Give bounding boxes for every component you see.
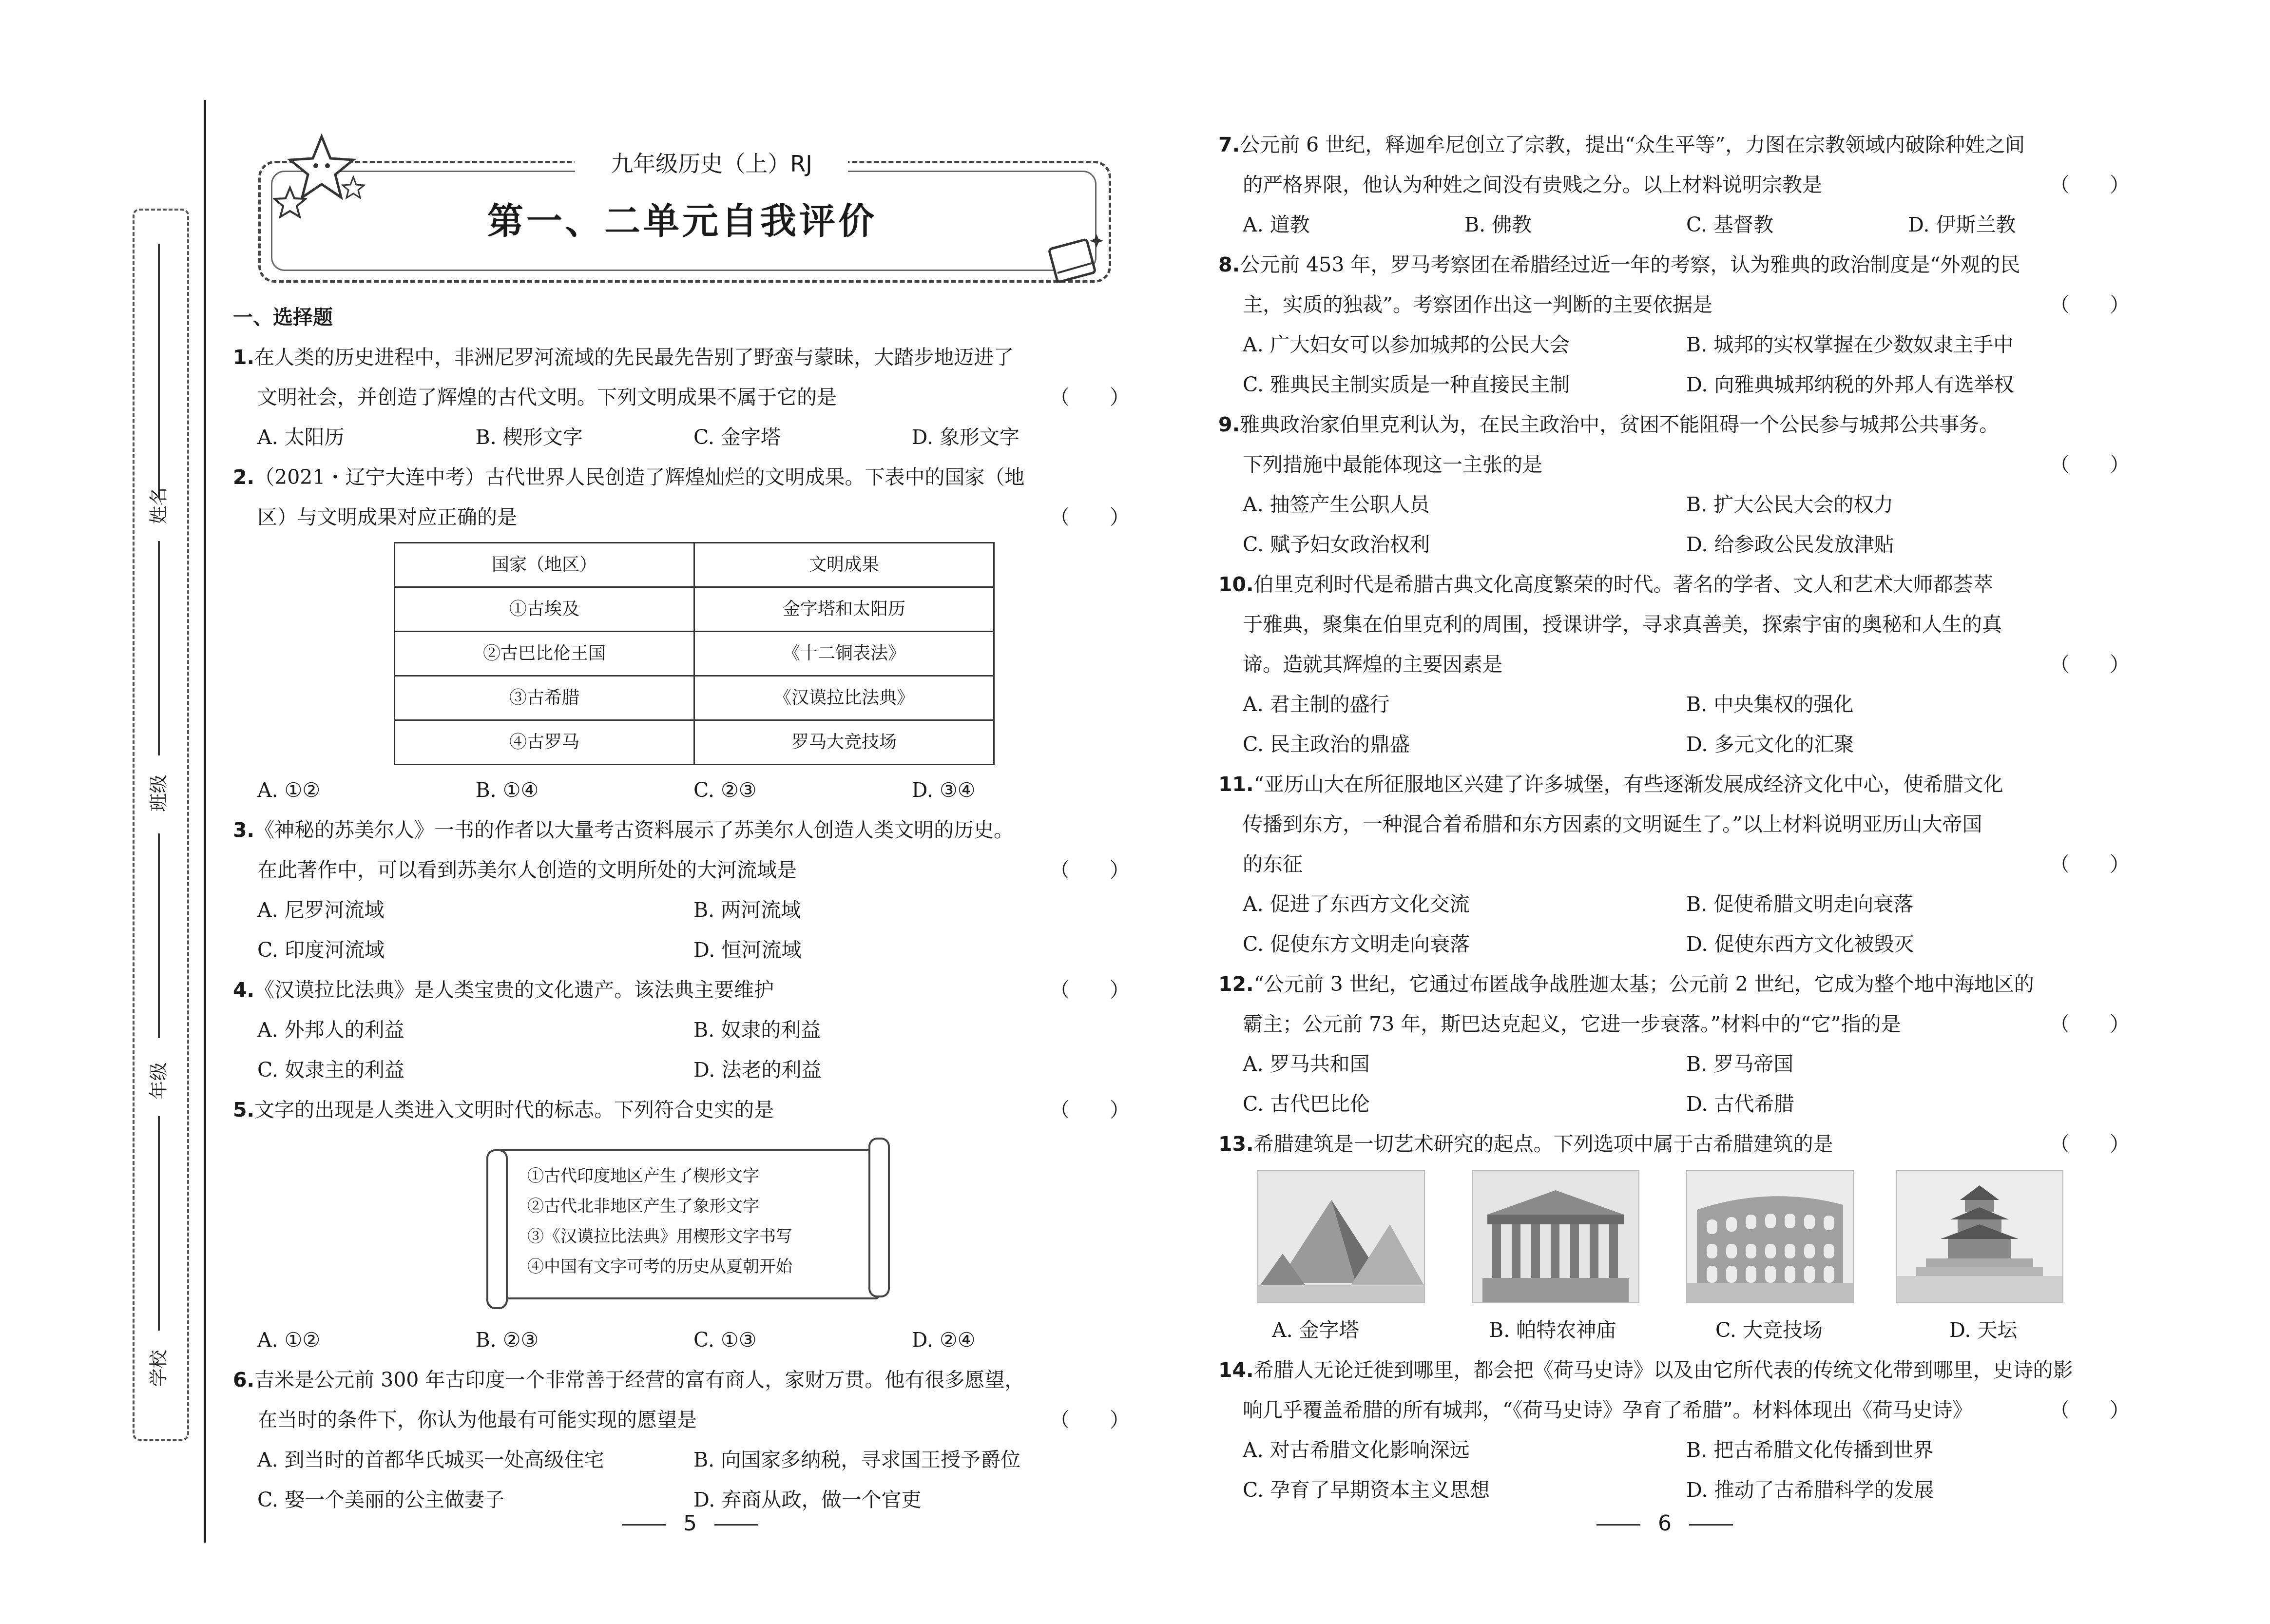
answer-bracket[interactable]: （ ）	[2050, 1398, 2130, 1422]
option-d[interactable]: D. 古代希腊	[1686, 1092, 1794, 1116]
question-11	[1218, 764, 2130, 964]
answer-bracket[interactable]: （ ）	[2050, 1132, 2130, 1156]
option-c[interactable]: C. 基督教	[1686, 213, 1773, 236]
option-a[interactable]: A. 对古希腊文化影响深远	[1243, 1438, 1470, 1462]
question-text: 霸主；公元前 73 年，斯巴达克起义，它进一步衰落。”材料中的“它”指的是	[1243, 1012, 1901, 1036]
table-cell: 《汉谟拉比法典》	[694, 676, 994, 720]
right-column	[1218, 125, 2130, 1510]
question-number: 7.	[1218, 133, 1240, 156]
option-d[interactable]: D. 法老的利益	[693, 1058, 822, 1082]
page-number-left: 5	[604, 1511, 776, 1536]
table-header: 文明成果	[694, 543, 994, 587]
name-blank-line	[158, 244, 160, 497]
question-text: 区）与文明成果对应正确的是	[257, 505, 517, 529]
name-label: 姓名	[148, 487, 170, 524]
question-5	[233, 1090, 1130, 1360]
option-c[interactable]: C. 古代巴比伦	[1243, 1092, 1370, 1116]
school-blank-line	[158, 1116, 160, 1331]
option-a[interactable]: A. 道教	[1243, 213, 1310, 236]
question-text: 于雅典，聚集在伯里克利的周围，授课讲学，寻求真善美，探索宇宙的奥秘和人生的真	[1243, 613, 2002, 636]
option-d[interactable]: D. ②④	[911, 1328, 976, 1352]
option-a[interactable]: A. 广大妇女可以参加城邦的公民大会	[1243, 333, 1570, 356]
question-text: “亚历山大在所征服地区兴建了许多城堡，有些逐渐发展成经济文化中心，使希腊文化	[1253, 773, 2003, 796]
option-a[interactable]: A. 到当时的首都华氏城买一处高级住宅	[257, 1448, 604, 1471]
grade-label: 年级	[148, 1062, 170, 1100]
grade-blank-line	[158, 833, 160, 1038]
table-header: 国家（地区）	[395, 543, 694, 587]
option-a[interactable]: A. 君主制的盛行	[1243, 693, 1390, 716]
question-number: 12.	[1218, 972, 1254, 996]
table-cell: ②古巴比伦王国	[395, 632, 694, 676]
option-c[interactable]: C. ①③	[693, 1328, 757, 1352]
option-d[interactable]: D. 天坛	[1949, 1318, 2018, 1342]
question-text: 在人类的历史进程中，非洲尼罗河流域的先民最先告别了野蛮与蒙昧，大踏步地迈进了	[254, 346, 1014, 369]
question-text: 的东征	[1243, 852, 1303, 876]
option-b[interactable]: B. 两河流域	[693, 898, 801, 922]
page-number-right: 6	[1579, 1511, 1751, 1536]
option-c[interactable]: C. 促使东方文明走向衰落	[1243, 932, 1470, 956]
answer-bracket[interactable]: （ ）	[1050, 505, 1130, 529]
question-text: “公元前 3 世纪，它通过布匿战争战胜迦太基；公元前 2 世纪，它成为整个地中海地区的	[1253, 972, 2034, 996]
option-d[interactable]: D. 向雅典城邦纳税的外邦人有选举权	[1686, 373, 2014, 396]
scroll-item: ②古代北非地区产生了象形文字	[527, 1197, 759, 1216]
table-cell: 金字塔和太阳历	[694, 587, 994, 632]
table-cell: ①古埃及	[395, 587, 694, 632]
option-c[interactable]: C. 赋予妇女政治权利	[1243, 533, 1430, 556]
question-9	[1218, 405, 2130, 564]
option-a[interactable]: A. 尼罗河流域	[257, 898, 385, 922]
option-b[interactable]: B. 促使希腊文明走向衰落	[1686, 892, 1914, 916]
question-text: 在此著作中，可以看到苏美尔人创造的文明所处的大河流域是	[257, 858, 797, 882]
answer-bracket[interactable]: （ ）	[2050, 453, 2130, 476]
option-c[interactable]: C. 印度河流域	[257, 938, 385, 962]
question-text: 《汉谟拉比法典》是人类宝贵的文化遗产。该法典主要维护	[254, 978, 774, 1002]
question-text: 谛。造就其辉煌的主要因素是	[1243, 653, 1502, 676]
option-c[interactable]: C. ②③	[693, 778, 757, 802]
question-text: 响几乎覆盖希腊的所有城邦，“《荷马史诗》孕育了希腊”。材料体现出《荷马史诗》	[1243, 1398, 1973, 1422]
tiny-star-icon	[341, 175, 366, 200]
question-number: 10.	[1218, 573, 1254, 596]
civilization-table	[394, 542, 995, 765]
option-b[interactable]: B. 扩大公民大会的权力	[1686, 493, 1894, 516]
option-c[interactable]: C. 娶一个美丽的公主做妻子	[257, 1488, 504, 1511]
margin-rule	[204, 100, 206, 1543]
answer-bracket[interactable]: （ ）	[1050, 1408, 1130, 1431]
option-b[interactable]: B. 楔形文字	[475, 425, 583, 449]
option-b[interactable]: B. 帕特农神庙	[1489, 1318, 1616, 1342]
question-7	[1218, 125, 2130, 245]
option-b[interactable]: B. 把古希腊文化传播到世界	[1686, 1438, 1934, 1462]
class-label: 班级	[148, 774, 170, 812]
option-d[interactable]: D. ③④	[911, 778, 976, 802]
option-c[interactable]: C. 奴隶主的利益	[257, 1058, 404, 1082]
option-a[interactable]: A. ①②	[257, 778, 321, 802]
scroll-item: ④中国有文字可考的历史从夏朝开始	[527, 1257, 792, 1276]
question-6	[233, 1360, 1130, 1520]
answer-bracket[interactable]: （ ）	[1050, 978, 1130, 1002]
question-text: 雅典政治家伯里克利认为，在民主政治中，贫困不能阻碍一个公民参与城邦公共事务。	[1240, 413, 2000, 436]
binding-strip	[133, 209, 189, 1441]
option-b[interactable]: B. 佛教	[1464, 213, 1532, 236]
answer-bracket[interactable]: （ ）	[1050, 858, 1130, 882]
question-text: 希腊建筑是一切艺术研究的起点。下列选项中属于古希腊建筑的是	[1253, 1132, 1833, 1156]
question-1	[233, 337, 1130, 457]
temple-of-heaven-image[interactable]	[1896, 1170, 2063, 1303]
question-text: 伯里克利时代是希腊古典文化高度繁荣的时代。著名的学者、文人和艺术大师都荟萃	[1253, 573, 1993, 596]
left-column	[233, 297, 1130, 1520]
option-d[interactable]: D. 象形文字	[911, 425, 1020, 449]
small-star-icon	[273, 185, 307, 219]
option-a[interactable]: A. 罗马共和国	[1243, 1052, 1370, 1076]
scroll-item: ③《汉谟拉比法典》用楔形文字书写	[527, 1227, 792, 1246]
question-number: 2.	[233, 465, 255, 489]
option-b[interactable]: B. ②③	[475, 1328, 539, 1352]
section-title: 一、选择题	[233, 306, 333, 329]
question-text: 下列措施中最能体现这一主张的是	[1243, 453, 1542, 476]
answer-bracket[interactable]: （ ）	[2050, 653, 2130, 676]
school-label: 学校	[148, 1350, 170, 1387]
table-cell: ④古罗马	[395, 720, 694, 765]
question-text: 吉米是公元前 300 年古印度一个非常善于经营的富有商人，家财万贯。他有很多愿望，	[254, 1368, 1025, 1392]
question-text: 希腊人无论迁徙到哪里，都会把《荷马史诗》以及由它所代表的传统文化带到哪里，史诗的影	[1253, 1358, 2073, 1382]
option-b[interactable]: B. 罗马帝国	[1686, 1052, 1794, 1076]
option-c[interactable]: C. 金字塔	[693, 425, 781, 449]
table-cell: ③古希腊	[395, 676, 694, 720]
question-text: 主，实质的独裁”。考察团作出这一判断的主要依据是	[1243, 293, 1712, 316]
question-14	[1218, 1350, 2130, 1510]
question-4	[233, 970, 1130, 1090]
option-a[interactable]: A. ①②	[257, 1328, 321, 1352]
option-c[interactable]: C. 雅典民主制实质是一种直接民主制	[1243, 373, 1570, 396]
answer-bracket[interactable]: （ ）	[2050, 293, 2130, 316]
question-text: （2021・辽宁大连中考）古代世界人民创造了辉煌灿烂的文明成果。下表中的国家（地	[254, 465, 1025, 489]
question-number: 8.	[1218, 253, 1240, 276]
table-cell: 罗马大竞技场	[694, 720, 994, 765]
question-text: 传播到东方，一种混合着希腊和东方因素的文明诞生了。”以上材料说明亚历山大帝国	[1243, 812, 1982, 836]
question-2	[233, 457, 1130, 810]
question-text: 公元前 453 年，罗马考察团在希腊经过近一年的考察，认为雅典的政治制度是“外观的民	[1240, 253, 2020, 276]
question-text: 在当时的条件下，你认为他最有可能实现的愿望是	[257, 1408, 697, 1431]
option-d[interactable]: D. 伊斯兰教	[1908, 213, 2016, 236]
option-c[interactable]: C. 民主政治的鼎盛	[1243, 733, 1410, 756]
scroll-box	[496, 1149, 880, 1299]
question-text: 文明社会，并创造了辉煌的古代文明。下列文明成果不属于它的是	[257, 386, 837, 409]
option-a[interactable]: A. 促进了东西方文化交流	[1243, 892, 1470, 916]
option-c[interactable]: C. 大竞技场	[1715, 1318, 1823, 1342]
question-12	[1218, 964, 2130, 1124]
option-b[interactable]: B. 向国家多纳税，寻求国王授予爵位	[693, 1448, 1021, 1471]
option-a[interactable]: A. 外邦人的利益	[257, 1018, 404, 1042]
option-d[interactable]: D. 促使东西方文化被毁灭	[1686, 932, 1914, 956]
option-c[interactable]: C. 孕育了早期资本主义思想	[1243, 1478, 1490, 1502]
question-3	[233, 810, 1130, 970]
option-a[interactable]: A. 抽签产生公职人员	[1243, 493, 1430, 516]
header-subtitle: 九年级历史（上）RJ	[575, 146, 848, 178]
question-text: 《神秘的苏美尔人》一书的作者以大量考古资料展示了苏美尔人创造人类文明的历史。	[254, 818, 1014, 842]
pyramids-image[interactable]	[1257, 1170, 1425, 1303]
answer-bracket[interactable]: （ ）	[2050, 1012, 2130, 1036]
question-number: 11.	[1218, 773, 1254, 796]
option-d[interactable]: D. 推动了古希腊科学的发展	[1686, 1478, 1934, 1502]
scroll-roll-right	[868, 1138, 890, 1297]
option-d[interactable]: D. 恒河流域	[693, 938, 802, 962]
question-number: 9.	[1218, 413, 1240, 436]
question-number: 14.	[1218, 1358, 1254, 1382]
answer-bracket[interactable]: （ ）	[1050, 1098, 1130, 1121]
question-text: 文字的出现是人类进入文明时代的标志。下列符合史实的是	[254, 1098, 774, 1121]
question-number: 3.	[233, 818, 255, 842]
question-13	[1218, 1124, 2130, 1350]
question-10	[1218, 564, 2130, 764]
option-a[interactable]: A. 太阳历	[257, 425, 345, 449]
option-b[interactable]: B. ①④	[475, 778, 539, 802]
option-b[interactable]: B. 中央集权的强化	[1686, 693, 1854, 716]
page-title: 第一、二单元自我评价	[487, 200, 877, 242]
question-text: 的严格界限，他认为种姓之间没有贵贱之分。以上材料说明宗教是	[1243, 173, 1822, 196]
option-b[interactable]: B. 城邦的实权掌握在少数奴隶主手中	[1686, 333, 2014, 356]
scroll-item: ①古代印度地区产生了楔形文字	[527, 1166, 759, 1186]
option-a[interactable]: A. 金字塔	[1272, 1318, 1359, 1342]
class-blank-line	[158, 541, 160, 755]
option-b[interactable]: B. 奴隶的利益	[693, 1018, 821, 1042]
answer-bracket[interactable]: （ ）	[2050, 852, 2130, 876]
question-number: 1.	[233, 346, 255, 369]
option-d[interactable]: D. 弃商从政，做一个官吏	[693, 1488, 922, 1511]
option-d[interactable]: D. 给参政公民发放津贴	[1686, 533, 1894, 556]
question-number: 5.	[233, 1098, 255, 1121]
parthenon-image[interactable]	[1472, 1170, 1639, 1303]
answer-bracket[interactable]: （ ）	[2050, 173, 2130, 196]
question-text: 公元前 6 世纪，释迦牟尼创立了宗教，提出“众生平等”，力图在宗教领域内破除种姓之间	[1240, 133, 2025, 156]
question-number: 4.	[233, 978, 255, 1002]
table-cell: 《十二铜表法》	[694, 632, 994, 676]
option-d[interactable]: D. 多元文化的汇聚	[1686, 733, 1854, 756]
book-icon	[1043, 229, 1106, 288]
answer-bracket[interactable]: （ ）	[1050, 386, 1130, 409]
colosseum-image[interactable]	[1686, 1170, 1854, 1303]
question-8	[1218, 245, 2130, 405]
question-number: 13.	[1218, 1132, 1254, 1156]
question-number: 6.	[233, 1368, 255, 1392]
scroll-roll-left	[486, 1149, 508, 1309]
